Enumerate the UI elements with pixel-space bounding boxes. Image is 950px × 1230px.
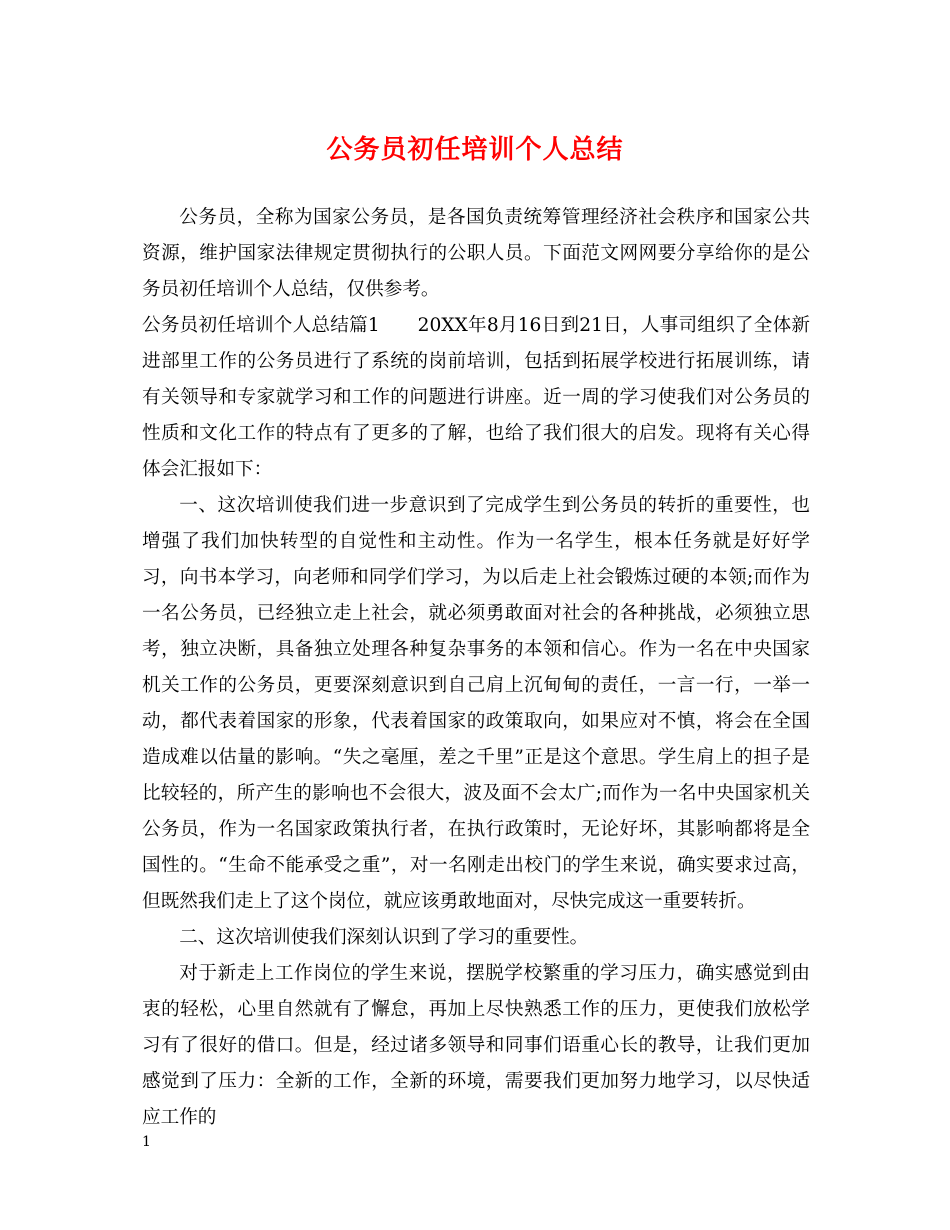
page-number: 1 bbox=[142, 1134, 151, 1150]
document-body bbox=[142, 200, 810, 1136]
paragraph-intro: 公务员，全称为国家公务员，是各国负责统筹管理经济社会秩序和国家公共资源，维护国家法律规定贯彻执行的公职人员。下面范文网网要分享给你的是公务员初任培训个人总结，仅供参考。 bbox=[142, 207, 810, 300]
paragraph-point-two-heading: 二、这次培训使我们深刻认识到了学习的重要性。 bbox=[179, 927, 589, 948]
document-title: 公务员初任培训个人总结 bbox=[326, 135, 624, 165]
paragraph-point-one: 一、这次培训使我们进一步意识到了完成学生到公务员的转折的重要性，也增强了我们加快转型的自觉性和主动性。作为一名学生，根本任务就是好好学习，向书本学习，向老师和同学们学习，为以后走上社会锻炼过硬的本领;而作为一名公务员，已经独立走上社会，就必须勇敢面对社会的各种挑战，必须独立思考，独立决断，具备独立处理各种复杂事务的本领和信心。作为一名在中央国家机关工作的公务员，更要深刻意识到自己肩上沉甸甸的责任，一言一行，一举一动，都代表着国家的形象，代表着国家的政策取向，如果应对不慎，将会在全国造成难以估量的影响。“失之毫厘，差之千里”正是这个意思。学生肩上的担子是比较轻的，所产生的影响也不会很大，波及面不会太广;而作为一名中央国家机关公务员，作为一名国家政策执行者，在执行政策时，无论好坏，其影响都将是全国性的。“生命不能承受之重”，对一名刚走出校门的学生来说，确实要求过高，但既然我们走上了这个岗位，就应该勇敢地面对，尽快完成这一重要转折。 bbox=[142, 495, 810, 912]
paragraph-point-two-body: 对于新走上工作岗位的学生来说，摆脱学校繁重的学习压力，确实感觉到由衷的轻松，心里自然就有了懈怠，再加上尽快熟悉工作的压力，更使我们放松学习有了很好的借口。但是，经过诸多领导和同事们语重心长的教导，让我们更加感觉到了压力：全新的工作，全新的环境，需要我们更加努力地学习，以尽快适应工作的 bbox=[142, 963, 810, 1128]
paragraph-section-heading: 公务员初任培训个人总结篇1 20XX年8月16日到21日，人事司组织了全体新进部里工作的公务员进行了系统的岗前培训，包括到拓展学校进行拓展训练，请有关领导和专家就学习和工作的问题进行讲座。近一周的学习使我们对公务员的性质和文化工作的特点有了更多的了解，也给了我们很大的启发。现将有关心得体会汇报如下： bbox=[142, 315, 810, 480]
